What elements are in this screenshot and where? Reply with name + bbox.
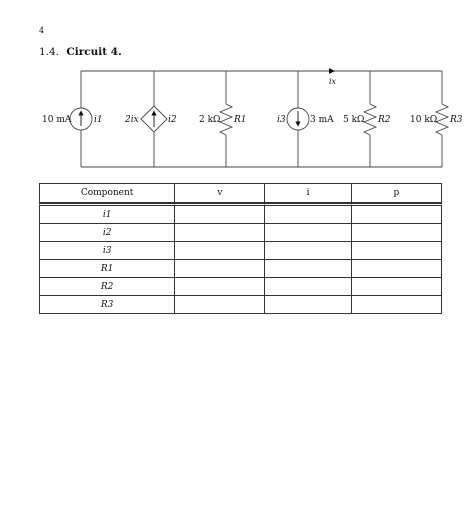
answer-table <box>39 183 442 314</box>
v-cell[interactable] <box>175 224 265 242</box>
table-header-row <box>39 183 442 203</box>
circuit-diagram <box>0 0 474 180</box>
r1-value: 2 kΩ <box>199 115 221 125</box>
r1-name: R1 <box>234 115 247 125</box>
v-cell[interactable] <box>175 242 265 260</box>
page-number: 4 <box>39 26 45 35</box>
p-cell[interactable] <box>352 278 442 296</box>
i-cell[interactable] <box>265 224 351 242</box>
source3-name: i3 <box>277 115 286 125</box>
p-cell[interactable] <box>352 242 442 260</box>
header-component: Component <box>39 183 175 203</box>
r2-name: R2 <box>378 115 391 125</box>
source3-value: 3 mA <box>310 115 334 125</box>
component-cell: i3 <box>39 242 175 260</box>
source1-name: i1 <box>94 115 103 125</box>
source1-value: 10 mA <box>42 115 72 125</box>
header-v: v <box>175 183 265 203</box>
i-cell[interactable] <box>265 260 351 278</box>
v-cell[interactable] <box>175 203 265 224</box>
section-number: 1.4. <box>39 46 60 58</box>
i-cell[interactable] <box>265 278 351 296</box>
table-row <box>39 278 442 296</box>
r3-name: R3 <box>450 115 463 125</box>
dep-source-name: i2 <box>168 115 177 125</box>
p-cell[interactable] <box>352 296 442 314</box>
r3-value: 10 kΩ <box>410 115 438 125</box>
resistor-r3 <box>436 104 448 135</box>
ix-label: ix <box>329 77 337 86</box>
v-cell[interactable] <box>175 296 265 314</box>
resistor-r1 <box>220 104 232 135</box>
component-cell: i2 <box>39 224 175 242</box>
header-i: i <box>265 183 351 203</box>
table-row <box>39 203 442 224</box>
v-cell[interactable] <box>175 278 265 296</box>
table-row <box>39 224 442 242</box>
component-cell: R2 <box>39 278 175 296</box>
table-row <box>39 260 442 278</box>
p-cell[interactable] <box>352 224 442 242</box>
i-cell[interactable] <box>265 203 351 224</box>
component-cell: R3 <box>39 296 175 314</box>
section-title: Circuit 4. <box>66 46 122 58</box>
i-cell[interactable] <box>265 296 351 314</box>
i-cell[interactable] <box>265 242 351 260</box>
component-cell: i1 <box>39 203 175 224</box>
v-cell[interactable] <box>175 260 265 278</box>
r2-value: 5 kΩ <box>343 115 365 125</box>
p-cell[interactable] <box>352 260 442 278</box>
table-row <box>39 296 442 314</box>
table-row <box>39 242 442 260</box>
component-cell: R1 <box>39 260 175 278</box>
header-p: p <box>352 183 442 203</box>
p-cell[interactable] <box>352 203 442 224</box>
resistor-r2 <box>364 104 376 135</box>
ix-arrow-icon <box>329 68 335 74</box>
dep-source-value: 2ix <box>125 115 139 125</box>
